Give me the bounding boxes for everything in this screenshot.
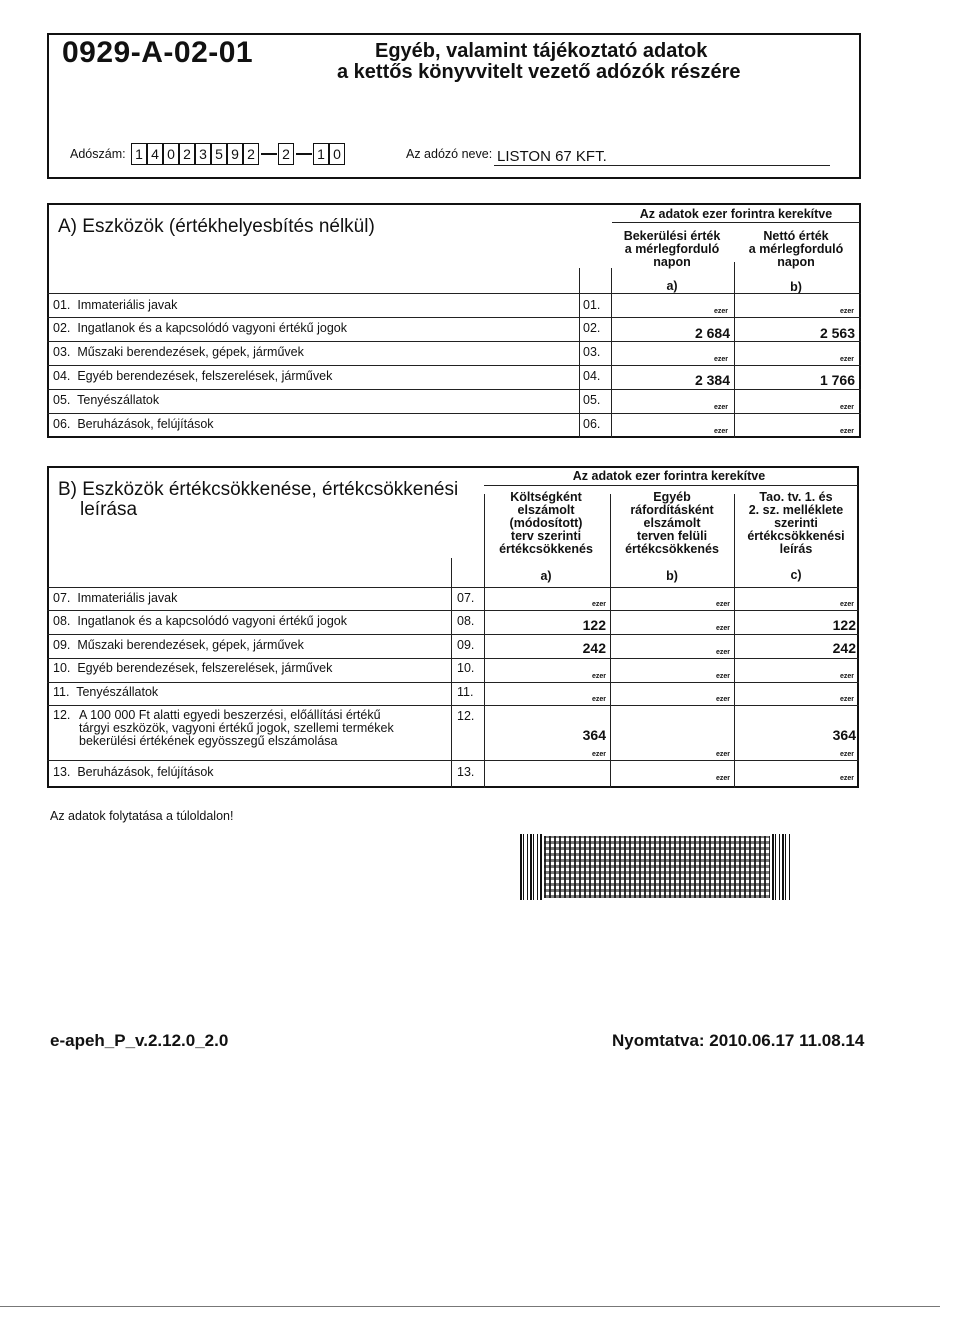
col-c-header-line: Tao. tv. 1. és	[759, 490, 833, 504]
section-a-col-b-header	[732, 230, 860, 269]
row-code: 07.	[457, 591, 475, 605]
section-b-col-c-letter: c)	[790, 568, 802, 582]
tax-digit: 5	[211, 143, 227, 165]
row-code: 01.	[583, 298, 601, 312]
taxpayer-name: LISTON 67 KFT.	[497, 148, 607, 165]
section-b-rowline	[47, 587, 859, 588]
row-label: Műszaki berendezések, gépek, járművek	[77, 638, 304, 652]
tax-dash	[296, 153, 312, 155]
section-b-title	[58, 480, 458, 520]
row-label: Immateriális javak	[77, 591, 178, 605]
row-label: Egyéb berendezések, felszerelések, járművek	[77, 369, 333, 383]
cell-value: 2 684	[694, 325, 730, 341]
tax-digit: 1	[313, 143, 329, 165]
col-c-header-line: értékcsökkenési	[747, 529, 845, 543]
col-a-header-line: Bekerülési érték	[623, 229, 721, 243]
row-number: 09.	[53, 638, 71, 652]
cell-value: 2 563	[819, 325, 855, 341]
unit-label: ezer	[592, 673, 607, 680]
row-label: Tenyészállatok	[76, 685, 159, 699]
version-label: e-apeh_P_v.2.12.0_2.0	[50, 1031, 229, 1050]
row-number: 01.	[53, 298, 71, 312]
section-a-rowline	[47, 389, 861, 390]
section-a-group-line	[612, 222, 860, 223]
col-b-header-line: napon	[777, 255, 815, 269]
barcode-matrix	[544, 836, 770, 898]
row-number: 12.	[53, 708, 71, 722]
tax-digit: 2	[243, 143, 259, 165]
section-b-rowline	[47, 634, 859, 635]
unit-label: ezer	[840, 601, 855, 608]
table-row	[53, 709, 394, 748]
cell-value: 364	[832, 727, 856, 743]
unit-label: ezer	[840, 696, 855, 703]
unit-label: ezer	[840, 428, 855, 435]
section-a-group-header: Az adatok ezer forintra kerekítve	[639, 207, 833, 221]
section-a-col-a-header	[612, 230, 732, 269]
section-a-rowline	[47, 341, 861, 342]
section-b-vline	[734, 494, 735, 788]
row-label-line: A 100 000 Ft alatti egyedi beszerzési, előállítási értékű	[79, 708, 381, 722]
table-row	[53, 298, 177, 312]
cell-value: 122	[832, 617, 856, 633]
cell-value: 242	[832, 640, 856, 656]
tax-dash	[261, 153, 277, 155]
form-title-line1: Egyéb, valamint tájékoztató adatok	[375, 40, 708, 62]
tax-digit: 2	[179, 143, 195, 165]
row-number: 08.	[53, 614, 71, 628]
row-label: Ingatlanok és a kapcsolódó vagyoni értékű jogok	[77, 614, 347, 628]
col-b-header-line: a mérlegforduló	[748, 242, 844, 256]
section-b-rowline	[47, 610, 859, 611]
row-code: 13.	[457, 765, 475, 779]
unit-label: ezer	[714, 428, 729, 435]
row-number: 11.	[53, 685, 70, 699]
unit-label: ezer	[714, 356, 729, 363]
taxpayer-name-label: Az adózó neve:	[406, 147, 493, 161]
bottom-scan-line	[0, 1306, 940, 1307]
col-a-header-line: (módosított)	[509, 516, 583, 530]
form-code: 0929-A-02-01	[62, 36, 254, 69]
row-code: 03.	[583, 345, 601, 359]
section-a-col-a-letter: a)	[666, 279, 678, 293]
col-c-header-line: leírás	[779, 542, 813, 556]
unit-label: ezer	[716, 601, 731, 608]
col-a-header-line: Költségként	[510, 490, 582, 504]
tax-digit: 0	[329, 143, 345, 165]
row-code: 10.	[457, 661, 475, 675]
col-b-header-line: elszámolt	[643, 516, 701, 530]
barcode-bars-right	[772, 834, 792, 900]
unit-label: ezer	[716, 696, 731, 703]
section-b-title-line: B) Eszközök értékcsökkenése, értékcsökkenési	[58, 479, 459, 500]
tax-number-label: Adószám:	[70, 147, 126, 161]
col-b-header-line: értékcsökkenés	[625, 542, 719, 556]
table-row	[53, 417, 214, 431]
row-number: 10.	[53, 661, 71, 675]
form-title-line2: a kettős könyvvitelt vezető adózók részére	[337, 61, 741, 83]
col-c-header-line: 2. sz. melléklete	[748, 503, 844, 517]
row-number: 05.	[53, 393, 71, 407]
row-label: Ingatlanok és a kapcsolódó vagyoni értékű jogok	[77, 321, 347, 335]
tax-digit: 1	[131, 143, 147, 165]
table-row	[53, 614, 347, 628]
row-number: 02.	[53, 321, 71, 335]
row-label: Beruházások, felújítások	[77, 765, 214, 779]
section-b-rowline	[47, 760, 859, 761]
section-b-title-line: leírása	[80, 499, 138, 520]
col-a-header-line: napon	[653, 255, 691, 269]
row-code: 05.	[583, 393, 601, 407]
col-b-header-line: ráfordításként	[630, 503, 714, 517]
table-row	[53, 765, 214, 779]
section-b-group-line	[484, 485, 858, 486]
table-row	[53, 685, 158, 699]
section-b-col-a-header	[484, 491, 608, 556]
cell-value: 364	[582, 727, 606, 743]
table-row	[53, 591, 177, 605]
row-code: 02.	[583, 321, 601, 335]
unit-label: ezer	[716, 751, 731, 758]
section-a-col-b-letter: b)	[790, 280, 802, 294]
section-a-vline	[734, 262, 735, 438]
col-a-header-line: értékcsökkenés	[499, 542, 593, 556]
row-code: 12.	[457, 709, 475, 723]
section-b-rowline	[47, 682, 859, 683]
row-number: 13.	[53, 765, 71, 779]
row-number: 07.	[53, 591, 71, 605]
unit-label: ezer	[716, 649, 731, 656]
cell-value: 2 384	[694, 372, 730, 388]
row-number: 06.	[53, 417, 71, 431]
unit-label: ezer	[716, 673, 731, 680]
taxpayer-name-underline	[494, 165, 830, 166]
table-row	[53, 638, 304, 652]
section-b-col-a-letter: a)	[540, 569, 552, 583]
section-a-title: A) Eszközök (értékhelyesbítés nélkül)	[58, 216, 375, 237]
section-a-rowline	[47, 293, 861, 294]
table-row	[53, 321, 347, 335]
row-code: 04.	[583, 369, 601, 383]
row-label-line: tárgyi eszközök, vagyoni értékű jogok, szellemi termékek	[79, 721, 394, 735]
unit-label: ezer	[840, 673, 855, 680]
barcode	[520, 834, 792, 900]
row-code: 08.	[457, 614, 475, 628]
section-b-vline	[451, 558, 452, 788]
row-label: Műszaki berendezések, gépek, járművek	[77, 345, 304, 359]
unit-label: ezer	[592, 751, 607, 758]
row-label: Immateriális javak	[77, 298, 178, 312]
row-code: 06.	[583, 417, 601, 431]
unit-label: ezer	[714, 308, 729, 315]
tax-digit: 2	[278, 143, 294, 165]
unit-label: ezer	[840, 356, 855, 363]
section-a-rowline	[47, 413, 861, 414]
cell-value: 1 766	[819, 372, 855, 388]
unit-label: ezer	[716, 775, 731, 782]
unit-label: ezer	[714, 404, 729, 411]
table-row	[53, 369, 332, 383]
section-b-rowline	[47, 658, 859, 659]
cell-value: 242	[582, 640, 606, 656]
table-row	[53, 393, 159, 407]
section-b-group-header: Az adatok ezer forintra kerekítve	[572, 469, 766, 483]
tax-digit: 4	[147, 143, 163, 165]
section-b-vline	[610, 494, 611, 788]
unit-label: ezer	[716, 625, 731, 632]
unit-label: ezer	[840, 404, 855, 411]
row-number: 04.	[53, 369, 71, 383]
tax-digit: 3	[195, 143, 211, 165]
unit-label: ezer	[840, 775, 855, 782]
tax-digit: 9	[227, 143, 243, 165]
unit-label: ezer	[592, 696, 607, 703]
table-row	[53, 661, 332, 675]
section-b-col-c-header	[734, 491, 858, 556]
unit-label: ezer	[840, 308, 855, 315]
barcode-bars-left	[520, 834, 542, 900]
row-label-line: bekerülési értékének egyösszegű elszámolása	[79, 734, 338, 748]
section-a-rowline	[47, 317, 861, 318]
col-a-header-line: terv szerinti	[510, 529, 582, 543]
cell-value: 122	[582, 617, 606, 633]
printed-timestamp: Nyomtatva: 2010.06.17 11.08.14	[612, 1031, 865, 1050]
col-a-header-line: a mérlegforduló	[624, 242, 720, 256]
col-c-header-line: szerinti	[774, 516, 818, 530]
section-a-rowline	[47, 365, 861, 366]
tax-number-field	[131, 143, 361, 165]
section-b-col-b-letter: b)	[666, 569, 678, 583]
tax-digit: 0	[163, 143, 179, 165]
col-b-header-line: terven felüli	[636, 529, 708, 543]
col-a-header-line: elszámolt	[517, 503, 575, 517]
row-number: 03.	[53, 345, 71, 359]
row-code: 09.	[457, 638, 475, 652]
section-b-rowline	[47, 705, 859, 706]
col-b-header-line: Egyéb	[653, 490, 691, 504]
row-label: Tenyészállatok	[77, 393, 160, 407]
continue-note: Az adatok folytatása a túloldalon!	[50, 809, 234, 823]
row-code: 11.	[457, 685, 474, 699]
section-b-vline	[484, 494, 485, 788]
row-label: Egyéb berendezések, felszerelések, járművek	[77, 661, 333, 675]
section-b-col-b-header	[610, 491, 734, 556]
col-b-header-line: Nettó érték	[763, 229, 829, 243]
unit-label: ezer	[840, 751, 855, 758]
unit-label: ezer	[592, 601, 607, 608]
row-label: Beruházások, felújítások	[77, 417, 214, 431]
table-row	[53, 345, 304, 359]
